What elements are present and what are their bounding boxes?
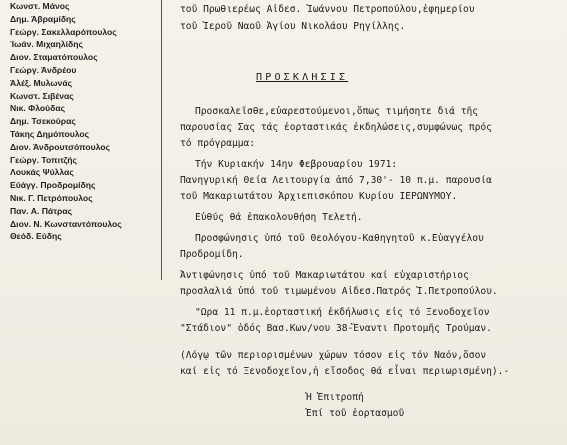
committee-name: Νικ. Φλούδας bbox=[10, 103, 66, 114]
committee-name: Διον. Άνδρουτσόπουλος bbox=[10, 141, 110, 152]
committee-name: Άλέξ. Μυλωνάς bbox=[10, 77, 73, 88]
event-date: Τήν Κυριακήν 14ην Φεβρουαρίου 1971: bbox=[195, 159, 398, 170]
committee-name: Γεώργ. Σακελλαρόπουλος bbox=[10, 26, 117, 37]
intro-line-1: Προσκαλεῖσθε,εὐαρεστούμενοι,ὅπως τιμήσητε διά τῆς bbox=[195, 106, 479, 117]
address-line-1: Προσφώνησις ὑπό τοῦ Θεολόγου-Καθηγητοῦ κ.Εὐαγγέλου bbox=[195, 233, 484, 244]
reception-line-2: "Στάδιον" ὁδός Βασ.Κων/νου 38-Ἔναντι Προτομῆς Τρούμαν. bbox=[180, 323, 492, 334]
address-line-2: Προδρομίδη. bbox=[180, 249, 244, 260]
committee-name: Εύάγγ. Προδρομίδης bbox=[10, 180, 96, 191]
header-line-2: τοῦ Ἱεροῦ Ναοῦ Ἁγίου Νικολάου Ρηγίλλης. bbox=[180, 21, 406, 32]
reception-line-1: "Ωρα 11 π.μ.ἑορταστική ἐκδήλωσις εἰς τό Ξενοδοχεῖον bbox=[195, 307, 490, 318]
committee-name: Κωνστ. Μάνος bbox=[10, 1, 70, 11]
committee-name: Δημ. Τσεκούρας bbox=[10, 116, 76, 127]
committee-name: Παν. Α. Πάτρας bbox=[10, 205, 73, 216]
committee-name: Διον. Σταματόπουλος bbox=[10, 52, 98, 63]
committee-name: Δημ. Άβραμίδης bbox=[10, 13, 76, 24]
committee-name: Ίωάν. Μιχαηλίδης bbox=[10, 39, 83, 50]
committee-name: Γεώργ. Τοπιτζής bbox=[10, 154, 78, 165]
column-divider bbox=[161, 0, 162, 280]
intro-line-3: τό πρόγραμμα: bbox=[180, 138, 256, 149]
ceremony-line: Εὐθύς θά ἐπακολουθήση Τελετή. bbox=[195, 212, 363, 223]
intro-line-2: παρουσίας Σας τάς ἑορταστικάς ἐκδηλώσεις,συμφώνως πρός bbox=[180, 122, 492, 133]
liturgy-line-1: Πανηγυρική Θεία Λειτουργία ἀπό 7,30'- 10 π.μ. παρουσία bbox=[180, 175, 492, 186]
committee-names-list bbox=[10, 0, 160, 243]
signature-line-2: Ἐπί τοῦ ἑορτασμοῦ bbox=[306, 408, 405, 419]
invitation-title: ΠΡΟΣΚΛΗΣΙΣ bbox=[256, 72, 349, 83]
committee-name: Διον. Ν. Κωνσταντόπουλος bbox=[10, 218, 122, 229]
committee-name: Κωνστ. Σιβένας bbox=[10, 90, 74, 101]
signature-line-1: Ἡ Ἐπιτροπή bbox=[306, 392, 364, 403]
committee-name: Θεόδ. Εύδης bbox=[10, 231, 62, 242]
note-line-1: (Λόγῳ τῶν περιορισμένων χώρων τόσον εἰς τόν Ναόν,ὅσον bbox=[180, 350, 487, 361]
response-line-1: Ἀντιφώνησις ὑπό τοῦ Μακαριωτάτου καί εὐχαριστήριος bbox=[180, 270, 469, 281]
committee-name: Νικ. Γ. Πετρόπουλος bbox=[10, 192, 93, 203]
committee-name: Γεώργ. Άνδρέου bbox=[10, 64, 77, 75]
response-line-2: προσλαλιά ὑπό τοῦ τιμωμένου Αἰδεσ.Πατρός Ἰ.Πετροπούλου. bbox=[180, 286, 498, 297]
committee-name: Τάκης Δημόπουλος bbox=[10, 128, 90, 139]
note-line-2: καί εἰς τό Ξενοδοχεῖον,ἡ εἴσοδος θά εἶναι περιωρισμένη).- bbox=[180, 366, 510, 377]
committee-name: Λουκάς Ψύλλας bbox=[10, 167, 74, 178]
header-line-1: τοῦ Πρωθιερέως Αἰδεσ. Ἰωάννου Πετροπούλου,ἐφημερίου bbox=[180, 4, 475, 15]
liturgy-line-2: τοῦ Μακαριωτάτου Ἀρχιεπισκόπου Κυρίου ΙΕΡΩΝΥΜΟΥ. bbox=[180, 191, 458, 202]
